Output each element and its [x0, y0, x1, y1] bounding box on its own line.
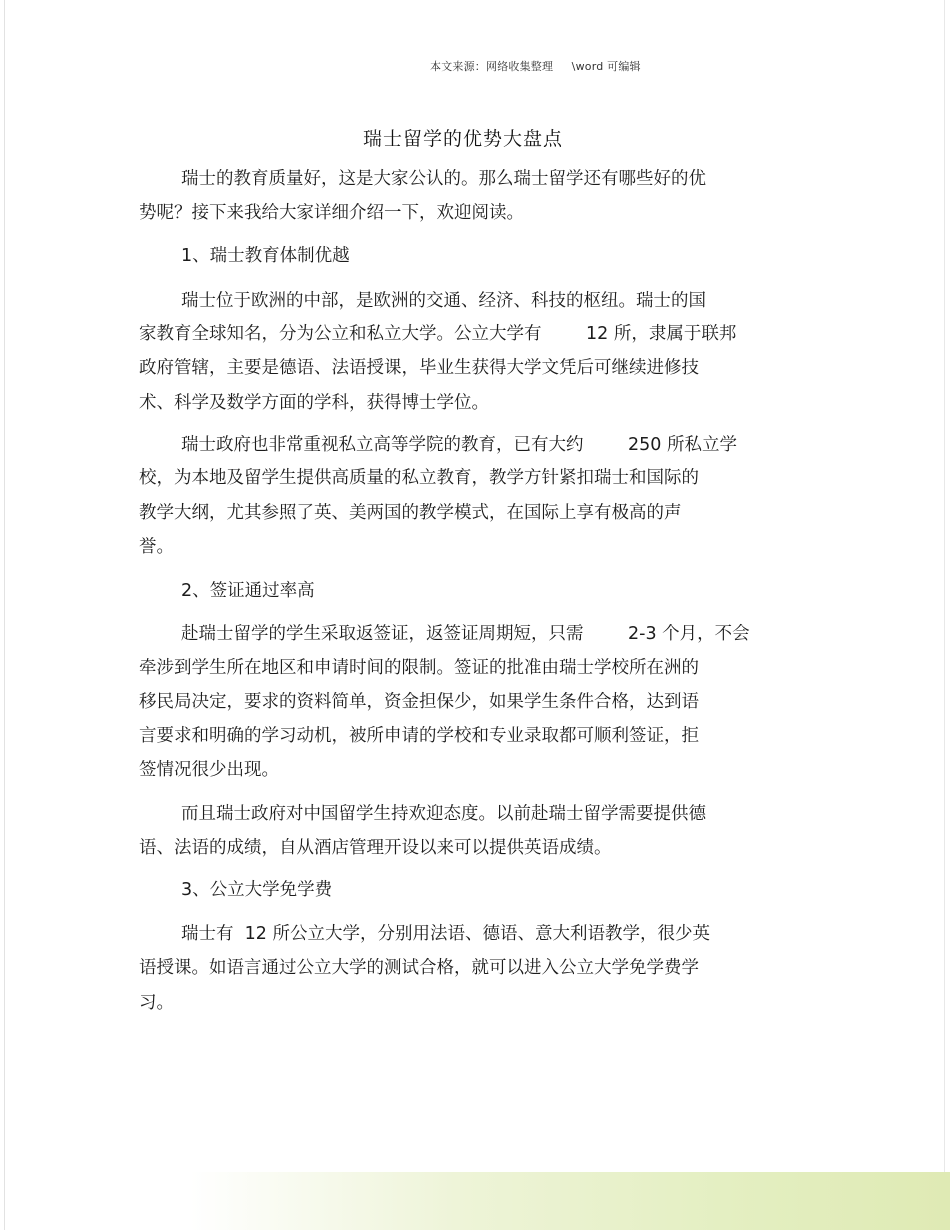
paragraph-line: 家教育全球知名，分为公立和私立大学。公立大学有 12 所，隶属于联邦 — [139, 324, 737, 344]
paragraph-line: 牵涉到学生所在地区和申请时间的限制。签证的批准由瑞士学校所在洲的 — [139, 658, 699, 678]
intro-line: 势呢？接下来我给大家详细介绍一下，欢迎阅读。 — [139, 203, 524, 223]
paragraph-line: 瑞士位于欧洲的中部，是欧洲的交通、经济、科技的枢纽。瑞士的国 — [181, 291, 706, 311]
section-heading: 3、公立大学免学费 — [181, 880, 333, 900]
page-footer-decoration — [190, 1172, 950, 1230]
paragraph-line: 签情况很少出现。 — [139, 760, 279, 780]
paragraph-line: 教学大纲，尤其参照了英、美两国的教学模式，在国际上享有极高的声 — [139, 503, 682, 523]
paragraph-line: 而且瑞士政府对中国留学生持欢迎态度。以前赴瑞士留学需要提供德 — [181, 804, 706, 824]
paragraph-line: 瑞士有 12 所公立大学，分别用法语、德语、意大利语教学，很少英 — [181, 924, 710, 944]
paragraph-line: 赴瑞士留学的学生采取返签证，返签证周期短，只需 2-3 个月，不会 — [181, 624, 750, 644]
section-heading: 2、签证通过率高 — [181, 581, 315, 601]
paragraph-line: 术、科学及数学方面的学科，获得博士学位。 — [139, 393, 489, 413]
paragraph-line: 言要求和明确的学习动机，被所申请的学校和专业录取都可顺利签证，拒 — [139, 726, 699, 746]
paragraph-line: 誉。 — [139, 537, 174, 557]
paragraph-line: 习。 — [139, 993, 174, 1013]
intro-line: 瑞士的教育质量好，这是大家公认的。那么瑞士留学还有哪些好的优 — [181, 169, 706, 189]
paragraph-line: 瑞士政府也非常重视私立高等学院的教育，已有大约 250 所私立学 — [181, 435, 737, 455]
paragraph-line: 语授课。如语言通过公立大学的测试合格，就可以进入公立大学免学费学 — [139, 958, 699, 978]
paragraph-line: 政府管辖，主要是德语、法语授课，毕业生获得大学文凭后可继续进修技 — [139, 358, 699, 378]
document-title: 瑞士留学的优势大盘点 — [362, 128, 563, 150]
page-edge-left — [4, 0, 5, 1230]
paragraph-line: 移民局决定，要求的资料简单，资金担保少，如果学生条件合格，达到语 — [139, 692, 699, 712]
section-heading: 1、瑞士教育体制优越 — [181, 246, 350, 266]
source-note: 本文来源：网络收集整理 \word 可编辑 — [430, 60, 641, 73]
paragraph-line: 校，为本地及留学生提供高质量的私立教育，教学方针紧扣瑞士和国际的 — [139, 468, 699, 488]
page-edge-right — [944, 0, 945, 1230]
paragraph-line: 语、法语的成绩，自从酒店管理开设以来可以提供英语成绩。 — [139, 838, 612, 858]
